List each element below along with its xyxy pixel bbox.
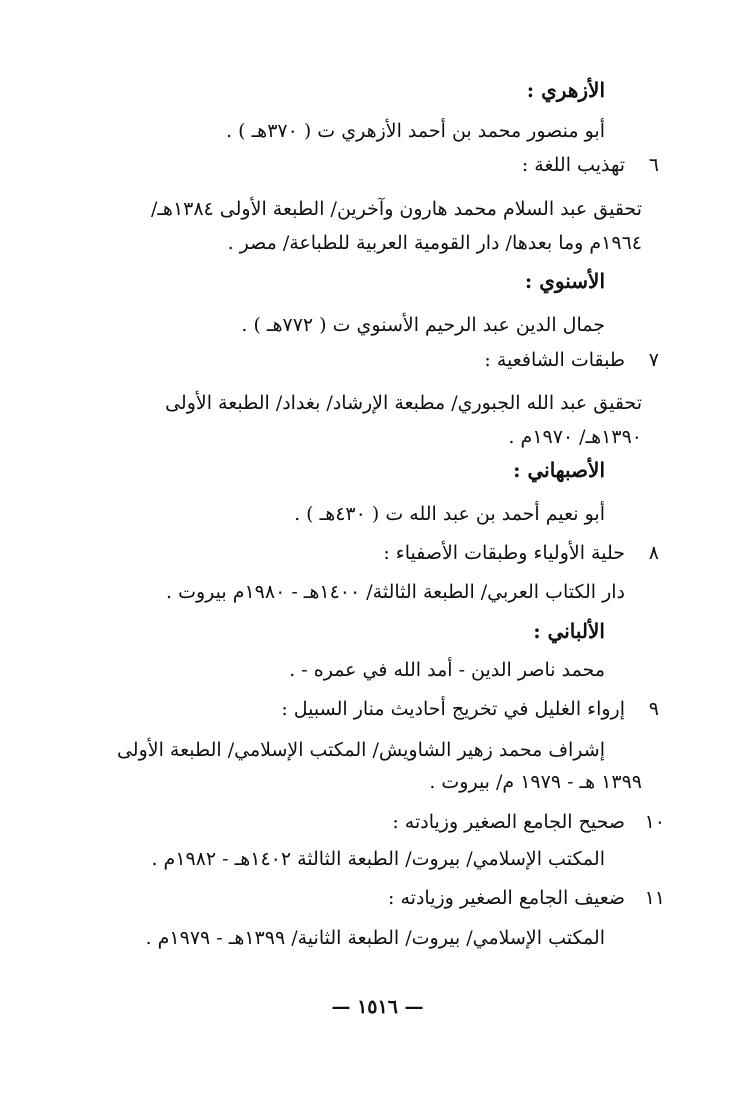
entry-number-7: ٧	[648, 349, 659, 371]
book-details-line: تحقيق عبد السلام محمد هارون وآخرين/ الطبعة الأولى ١٣٨٤هـ/	[150, 198, 642, 220]
book-details-line: ١٣٩٩ هـ - ١٩٧٩ م/ بيروت .	[429, 771, 642, 793]
author-name-azhari: أبو منصور محمد بن أحمد الأزهري ت ( ٣٧٠هـ ) .	[226, 120, 605, 142]
page-number: — ١٥١٦ —	[331, 996, 424, 1018]
book-details-line: دار الكتاب العربي/ الطبعة الثالثة/ ١٤٠٠هـ - ١٩٨٠م بيروت .	[166, 581, 625, 603]
book-details-line: المكتب الإسلامي/ بيروت/ الطبعة الثالثة ١٤٠٢هـ - ١٩٨٢م .	[151, 848, 605, 870]
book-details-line: ١٣٩٠هـ/ ١٩٧٠م .	[508, 426, 642, 448]
book-title-tabaqat: طبقات الشافعية :	[484, 349, 625, 371]
book-title-tahdhib: تهذيب اللغة :	[521, 154, 625, 176]
book-details-line: تحقيق عبد الله الجبوري/ مطبعة الإرشاد/ بغداد/ الطبعة الأولى	[165, 392, 642, 414]
author-heading-asnawi: الأسنوي :	[524, 269, 605, 293]
author-name-asbahani: أبو نعيم أحمد بن عبد الله ت ( ٤٣٠هـ ) .	[294, 503, 605, 525]
book-details-line: المكتب الإسلامي/ بيروت/ الطبعة الثانية/ ١٣٩٩هـ - ١٩٧٩م .	[145, 927, 605, 949]
entry-number-8: ٨	[648, 542, 659, 564]
book-title-sahih-jami: صحيح الجامع الصغير وزيادته :	[392, 811, 625, 833]
entry-number-10: ١٠	[644, 811, 665, 833]
entry-number-11: ١١	[644, 887, 665, 909]
entry-number-6: ٦	[648, 154, 659, 176]
author-name-albani: محمد ناصر الدين - أمد الله في عمره - .	[289, 659, 605, 681]
author-heading-azhari: الأزهري :	[526, 78, 605, 102]
book-title-irwa: إرواء الغليل في تخريج أحاديث منار السبيل :	[281, 698, 625, 720]
book-title-hilya: حلية الأولياء وطبقات الأصفياء :	[383, 542, 625, 564]
author-heading-asbahani: الأصبهاني :	[513, 458, 605, 482]
book-details-line: إشراف محمد زهير الشاويش/ المكتب الإسلامي/ الطبعة الأولى	[116, 739, 605, 761]
book-title-daif-jami: ضعيف الجامع الصغير وزيادته :	[388, 887, 625, 909]
author-name-asnawi: جمال الدين عبد الرحيم الأسنوي ت ( ٧٧٢هـ ) .	[241, 314, 605, 336]
entry-number-9: ٩	[648, 698, 659, 720]
author-heading-albani: الألباني :	[533, 619, 605, 643]
book-details-line: ١٩٦٤م وما بعدها/ دار القومية العربية للطباعة/ مصر .	[227, 232, 642, 254]
